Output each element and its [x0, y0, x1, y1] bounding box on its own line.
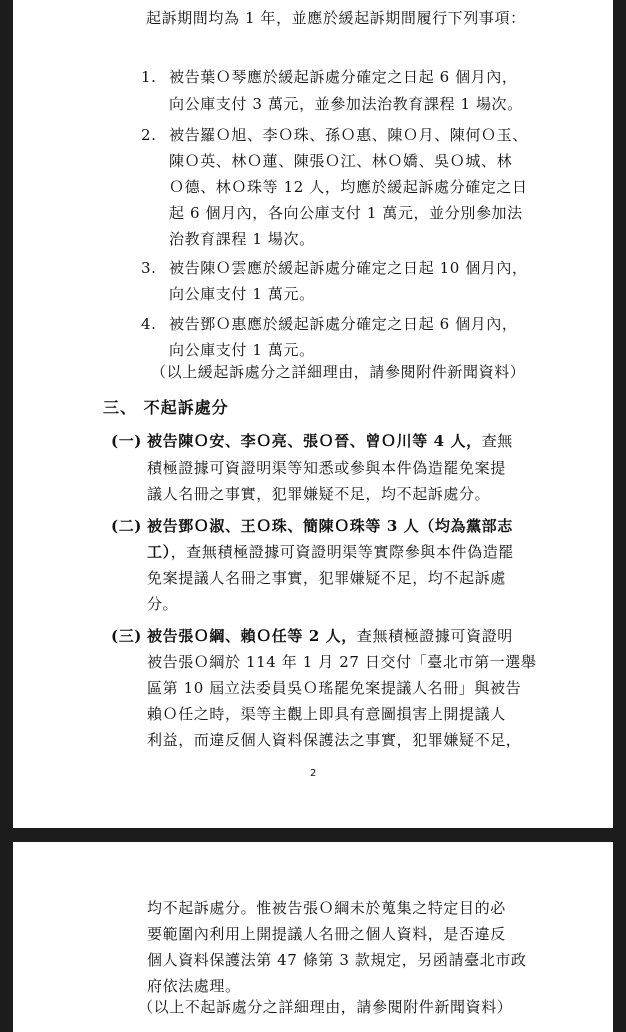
non-item-3-line-5: 利益，而違反個人資料保護法之事實，犯罪嫌疑不足， — [147, 731, 522, 749]
page2-line-4: 府依法處理。 — [147, 977, 241, 995]
deferred-item-4-line-2: 向公庫支付 1 萬元。 — [169, 341, 315, 359]
non-item-2-label: (二) — [111, 517, 142, 535]
non-item-2-line-3: 免案提議人名冊之事實，犯罪嫌疑不足，均不起訴處 — [147, 569, 506, 587]
deferred-item-3-line-1: 被告陳Ｏ雲應於緩起訴處分確定之日起 10 個月內， — [169, 259, 528, 277]
deferred-item-1-number: 1. — [141, 68, 157, 86]
deferred-item-3-number: 3. — [141, 259, 157, 277]
deferred-item-1-line-1: 被告葉Ｏ琴應於緩起訴處分確定之日起 6 個月內， — [169, 68, 518, 86]
non-item-3-line-4: 賴Ｏ任之時，渠等主觀上即具有意圖損害上開提議人 — [147, 705, 506, 723]
non-item-1-line-2: 積極證據可資證明渠等知悉或參與本件偽造罷免案提 — [147, 459, 506, 477]
non-item-1-line-1 — [147, 431, 513, 451]
non-item-2-line-1: 被告鄧Ｏ淑、王Ｏ珠、簡陳Ｏ珠等 3 人（均為黨部志 — [147, 517, 513, 535]
deferred-item-2-line-5: 治教育課程 1 場次。 — [169, 230, 315, 248]
non-item-3-line-3: 區第 10 屆立法委員吳Ｏ瑤罷免案提議人名冊」與被告 — [147, 679, 522, 697]
non-item-1-line-3: 議人名冊之事實，犯罪嫌疑不足，均不起訴處分。 — [147, 485, 491, 503]
non-item-3-line-1 — [147, 626, 513, 646]
page2-line-2: 要範圍內利用上開提議人名冊之個人資料，是否違反 — [147, 925, 506, 943]
deferred-item-4-number: 4. — [141, 315, 157, 333]
document-page-1 — [13, 0, 613, 828]
deferred-item-2-line-4: 起 6 個月內，各向公庫支付 1 萬元，並分別參加法 — [169, 204, 523, 222]
non-item-2-rest: ，查無積極證據可資證明渠等實際參與本件偽造罷 — [170, 543, 514, 561]
non-item-3-line-2: 被告張Ｏ綱於 114 年 1 月 27 日交付「臺北市第一選舉 — [147, 653, 537, 671]
deferred-note: （以上緩起訴處分之詳細理由，請參閱附件新聞資料） — [151, 363, 526, 381]
intro-line: 起訴期間均為 1 年，並應於緩起訴期間履行下列事項： — [146, 9, 526, 27]
deferred-item-4-line-1: 被告鄧Ｏ惠應於緩起訴處分確定之日起 6 個月內， — [169, 315, 518, 333]
non-item-1-bold: 被告陳Ｏ安、李Ｏ亮、張Ｏ晉、曾Ｏ川等 4 人， — [147, 432, 482, 450]
deferred-item-2-line-1: 被告羅Ｏ旭、李Ｏ珠、孫Ｏ惠、陳Ｏ月、陳何Ｏ玉、 — [169, 126, 528, 144]
non-item-3-rest: 查無積極證據可資證明 — [356, 627, 513, 645]
page2-note: （以上不起訴處分之詳細理由，請參閱附件新聞資料） — [138, 998, 513, 1016]
non-item-3-bold: 被告張Ｏ綱、賴Ｏ任等 2 人， — [147, 627, 357, 645]
non-item-3-label: (三) — [111, 627, 142, 645]
deferred-item-2-line-2: 陳Ｏ英、林Ｏ蓮、陳張Ｏ江、林Ｏ嬌、吳Ｏ城、林 — [169, 152, 513, 170]
page-number: 2 — [310, 768, 317, 779]
document-page-2 — [13, 842, 613, 1032]
non-item-1-rest: 查無 — [481, 432, 513, 450]
non-item-2-bold-cont: 工） — [147, 543, 171, 561]
non-item-2-line-4: 分。 — [147, 595, 179, 613]
page2-line-3: 個人資料保護法第 47 條第 3 款規定，另函請臺北市政 — [147, 951, 527, 969]
deferred-item-1-line-2: 向公庫支付 3 萬元，並參加法治教育課程 1 場次。 — [169, 95, 523, 113]
non-item-1-label: (一) — [111, 432, 142, 450]
page2-line-1: 均不起訴處分。惟被告張Ｏ綱未於蒐集之特定目的必 — [147, 899, 506, 917]
non-item-2-line-2 — [147, 542, 514, 562]
deferred-item-3-line-2: 向公庫支付 1 萬元。 — [169, 285, 315, 303]
section-3-heading: 三、 不起訴處分 — [103, 398, 229, 417]
deferred-item-2-line-3: Ｏ德、林Ｏ珠等 12 人，均應於緩起訴處分確定之日 — [169, 178, 528, 196]
deferred-item-2-number: 2. — [141, 126, 157, 144]
